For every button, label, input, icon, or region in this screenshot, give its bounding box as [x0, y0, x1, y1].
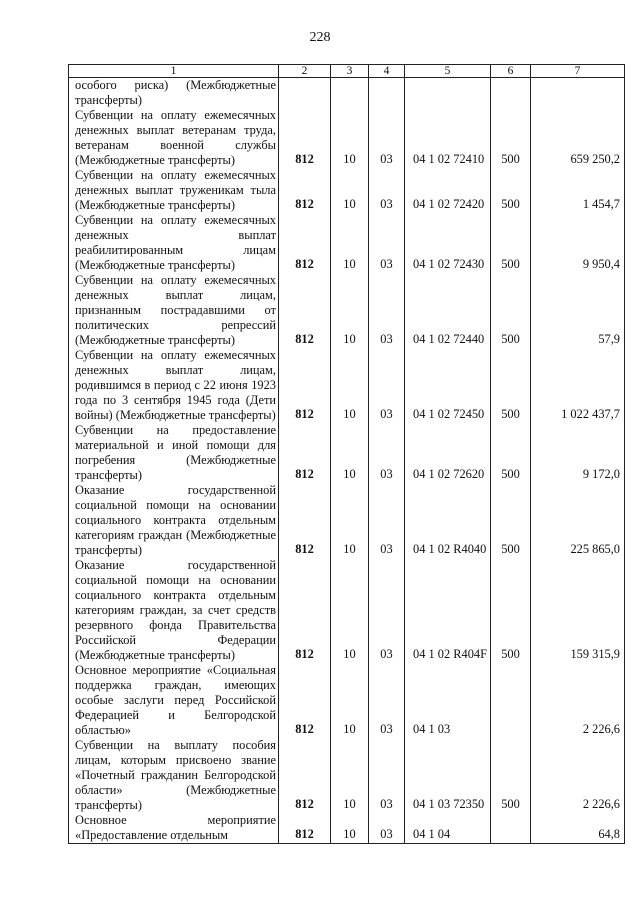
section-code: 10	[331, 213, 369, 273]
target-article-code: 04 1 02 R404F	[405, 558, 491, 663]
amount	[531, 78, 625, 109]
amount: 2 226,6	[531, 663, 625, 738]
row-description: Субвенции на оплату ежемесячных денежных выплат труженикам тыла (Межбюджетные трансферты)	[69, 168, 279, 213]
expense-type-code: 500	[491, 273, 531, 348]
section-code: 10	[331, 273, 369, 348]
row-description: Оказание государственной социальной помощи на основании социального контракта отдельным категориям граждан, за счет средств резервного фонда Правительства Российской Федерации (Межбюджетные трансферты)	[69, 558, 279, 663]
ministry-code: 812	[279, 108, 331, 168]
budget-table	[68, 64, 625, 844]
target-article-code: 04 1 02 72450	[405, 348, 491, 423]
page-number: 228	[309, 30, 331, 45]
subsection-code: 03	[369, 663, 405, 738]
section-code: 10	[331, 738, 369, 813]
column-header: 4	[369, 65, 405, 78]
column-header: 6	[491, 65, 531, 78]
row-description: Оказание государственной социальной помощи на основании социального контракта отдельным категориям граждан (Межбюджетные трансферты)	[69, 483, 279, 558]
subsection-code: 03	[369, 213, 405, 273]
row-description: Субвенции на выплату пособия лицам, которым присвоено звание «Почетный гражданин Белгородской области» (Межбюджетные трансферты)	[69, 738, 279, 813]
amount: 57,9	[531, 273, 625, 348]
subsection-code	[369, 78, 405, 109]
column-header: 3	[331, 65, 369, 78]
subsection-code: 03	[369, 348, 405, 423]
amount: 659 250,2	[531, 108, 625, 168]
ministry-code: 812	[279, 483, 331, 558]
row-description: Субвенции на предоставление материальной и иной помощи для погребения (Межбюджетные трансферты)	[69, 423, 279, 483]
section-code: 10	[331, 663, 369, 738]
expense-type-code: 500	[491, 348, 531, 423]
amount: 225 865,0	[531, 483, 625, 558]
table-row	[69, 348, 625, 423]
column-header: 2	[279, 65, 331, 78]
ministry-code: 812	[279, 348, 331, 423]
expense-type-code: 500	[491, 423, 531, 483]
section-code: 10	[331, 168, 369, 213]
subsection-code: 03	[369, 738, 405, 813]
target-article-code: 04 1 02 72420	[405, 168, 491, 213]
table-row	[69, 108, 625, 168]
target-article-code	[405, 78, 491, 109]
expense-type-code	[491, 78, 531, 109]
table-row	[69, 168, 625, 213]
expense-type-code: 500	[491, 738, 531, 813]
amount: 1 022 437,7	[531, 348, 625, 423]
column-header: 5	[405, 65, 491, 78]
table-row	[69, 78, 625, 109]
expense-type-code: 500	[491, 108, 531, 168]
ministry-code: 812	[279, 273, 331, 348]
ministry-code: 812	[279, 738, 331, 813]
amount: 9 950,4	[531, 213, 625, 273]
target-article-code: 04 1 02 72620	[405, 423, 491, 483]
table-row	[69, 423, 625, 483]
ministry-code: 812	[279, 213, 331, 273]
ministry-code: 812	[279, 813, 331, 844]
expense-type-code	[491, 813, 531, 844]
section-code: 10	[331, 483, 369, 558]
expense-type-code	[491, 663, 531, 738]
table-row	[69, 558, 625, 663]
row-description: Основное мероприятие «Предоставление отдельным	[69, 813, 279, 844]
target-article-code: 04 1 02 72430	[405, 213, 491, 273]
amount: 9 172,0	[531, 423, 625, 483]
table-row	[69, 813, 625, 844]
ministry-code	[279, 78, 331, 109]
table-header-row	[69, 65, 625, 78]
row-description: Субвенции на оплату ежемесячных денежных выплат лицам, признанным пострадавшими от политических репрессий (Межбюджетные трансферты)	[69, 273, 279, 348]
ministry-code: 812	[279, 663, 331, 738]
table-row	[69, 483, 625, 558]
subsection-code: 03	[369, 108, 405, 168]
column-header: 7	[531, 65, 625, 78]
subsection-code: 03	[369, 273, 405, 348]
subsection-code: 03	[369, 168, 405, 213]
section-code: 10	[331, 813, 369, 844]
target-article-code: 04 1 03 72350	[405, 738, 491, 813]
subsection-code: 03	[369, 813, 405, 844]
section-code: 10	[331, 423, 369, 483]
ministry-code: 812	[279, 423, 331, 483]
expense-type-code: 500	[491, 213, 531, 273]
row-description: Субвенции на оплату ежемесячных денежных выплат реабилитированным лицам (Межбюджетные трансферты)	[69, 213, 279, 273]
section-code	[331, 78, 369, 109]
table-row	[69, 213, 625, 273]
section-code: 10	[331, 348, 369, 423]
ministry-code: 812	[279, 168, 331, 213]
ministry-code: 812	[279, 558, 331, 663]
row-description: особого риска) (Межбюджетные трансферты)	[69, 78, 279, 109]
section-code: 10	[331, 108, 369, 168]
section-code: 10	[331, 558, 369, 663]
table-row	[69, 738, 625, 813]
expense-type-code: 500	[491, 558, 531, 663]
target-article-code: 04 1 02 R4040	[405, 483, 491, 558]
row-description: Субвенции на оплату ежемесячных денежных выплат лицам, родившимся в период с 22 июня 1923 года по 3 сентября 1945 года (Дети войны) (Межбюджетные трансферты)	[69, 348, 279, 423]
target-article-code: 04 1 03	[405, 663, 491, 738]
row-description: Субвенции на оплату ежемесячных денежных выплат ветеранам труда, ветеранам военной службы (Межбюджетные трансферты)	[69, 108, 279, 168]
subsection-code: 03	[369, 558, 405, 663]
amount: 1 454,7	[531, 168, 625, 213]
table-row	[69, 663, 625, 738]
target-article-code: 04 1 02 72410	[405, 108, 491, 168]
amount: 64,8	[531, 813, 625, 844]
row-description: Основное мероприятие «Социальная поддержка граждан, имеющих особые заслуги перед Российской Федерацией и Белгородской областью»	[69, 663, 279, 738]
subsection-code: 03	[369, 423, 405, 483]
amount: 159 315,9	[531, 558, 625, 663]
amount: 2 226,6	[531, 738, 625, 813]
column-header: 1	[69, 65, 279, 78]
expense-type-code: 500	[491, 168, 531, 213]
target-article-code: 04 1 04	[405, 813, 491, 844]
target-article-code: 04 1 02 72440	[405, 273, 491, 348]
table-row	[69, 273, 625, 348]
expense-type-code: 500	[491, 483, 531, 558]
subsection-code: 03	[369, 483, 405, 558]
